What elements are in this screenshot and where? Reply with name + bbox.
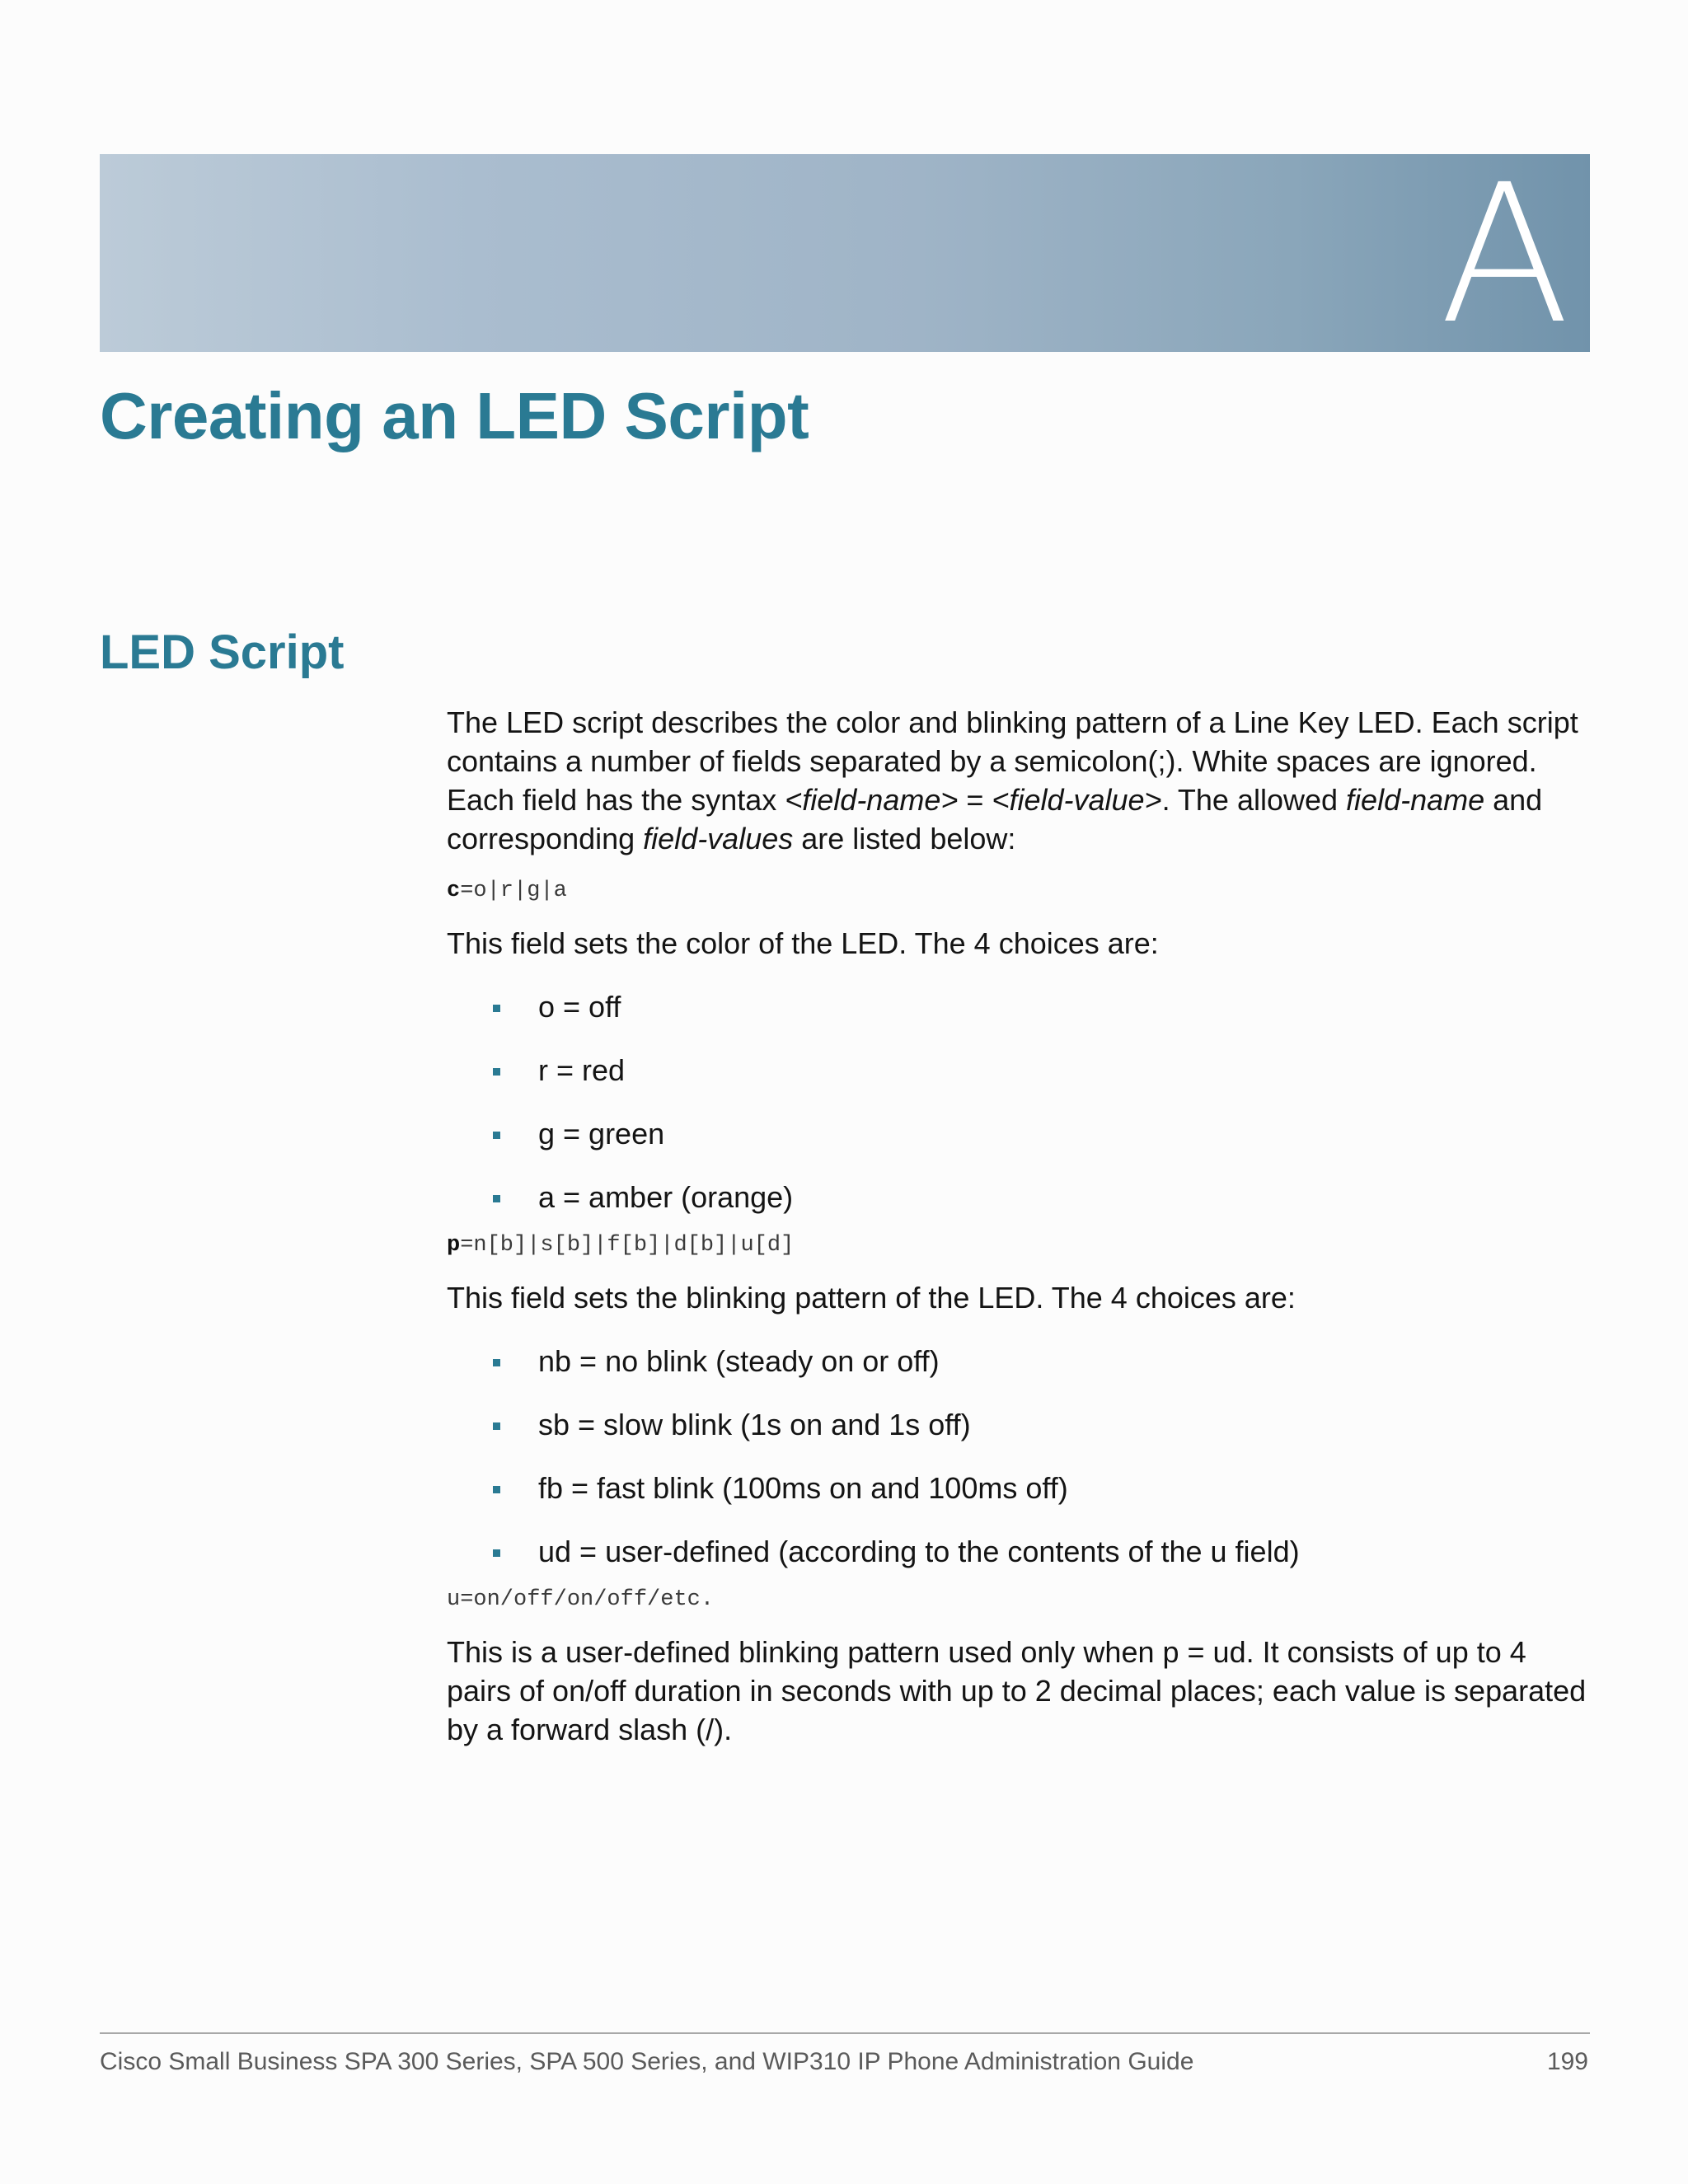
list-item-text: o = off (538, 990, 621, 1024)
list-item (447, 1342, 1592, 1405)
list-item-text: sb = slow blink (1s on and 1s off) (538, 1408, 971, 1441)
intro-text-3: and corresponding (447, 783, 1543, 855)
intro-text-4: are listed below: (793, 822, 1016, 855)
page-number: 199 (1546, 2048, 1588, 2075)
list-item (447, 1178, 1592, 1230)
color-desc-prefix: This field sets the (447, 926, 687, 960)
list-item (447, 1469, 1592, 1532)
list-item-text: a = amber (orange) (538, 1180, 794, 1214)
list-item-text: nb = no blink (steady on or off) (538, 1344, 940, 1378)
color-code-key: c (447, 879, 461, 903)
pattern-field-description (447, 1278, 1592, 1317)
list-item-text: g = green (538, 1117, 665, 1151)
color-field-code (447, 876, 1592, 906)
section-title: LED Script (100, 626, 345, 679)
list-item (447, 1532, 1592, 1585)
field-value-syntax: <field-value> (992, 783, 1162, 817)
intro-text-2: . The allowed (1161, 783, 1347, 817)
pattern-desc-suffix: of the LED. The 4 choices are: (887, 1281, 1296, 1315)
color-choices-list (447, 987, 1592, 1230)
list-item (447, 1051, 1592, 1114)
pattern-desc-prefix: This field sets the blinking (447, 1281, 795, 1315)
pattern-choices-list (447, 1342, 1592, 1585)
color-desc-keyword: color (686, 926, 751, 960)
bullet-square-icon (493, 1359, 500, 1366)
list-item-text: fb = fast blink (100ms on and 100ms off) (538, 1471, 1068, 1505)
syntax-equals: = (958, 783, 992, 817)
intro-paragraph (447, 703, 1592, 858)
pattern-code-key: p (447, 1233, 461, 1258)
bullet-square-icon (493, 1068, 500, 1076)
section-body (447, 703, 1592, 1749)
pattern-field-code (447, 1230, 1592, 1260)
chapter-title: Creating an LED Script (100, 379, 809, 452)
bullet-square-icon (493, 1422, 500, 1430)
list-item (447, 1405, 1592, 1469)
bullet-square-icon (493, 1549, 500, 1557)
intro-text: The LED script describes the color and blinking pattern of a Line Key LED. Each script contains a number of fields separated by a semicolon(;). White spaces are ignored. Each field has the syntax (447, 705, 1578, 817)
color-field-description (447, 924, 1592, 963)
list-item-text: ud = user-defined (according to the contents of the u field) (538, 1535, 1300, 1568)
list-item-text: r = red (538, 1053, 626, 1087)
bullet-square-icon (493, 1005, 500, 1012)
user-field-description: This is a user-defined blinking pattern used only when p = ud. It consists of up to 4 pairs of on/off duration in seconds with up to 2 decimal places; each value is separated by a forward slash (/). (447, 1635, 1587, 1746)
color-code-values: =o|r|g|a (460, 879, 567, 903)
color-desc-suffix: of the LED. The 4 choices are: (750, 926, 1159, 960)
appendix-letter: A (1439, 143, 1570, 366)
bullet-square-icon (493, 1195, 500, 1202)
field-name-term: field-name (1346, 783, 1485, 817)
list-item (447, 987, 1592, 1051)
footer-guide-title: Cisco Small Business SPA 300 Series, SPA 500 Series, and WIP310 IP Phone Administration Guide (100, 2048, 1194, 2075)
pattern-desc-keyword: pattern (795, 1281, 888, 1315)
bullet-square-icon (493, 1486, 500, 1493)
field-name-syntax: <field-name> (785, 783, 959, 817)
user-field-code: u=on/off/on/off/etc. (447, 1587, 715, 1612)
bullet-square-icon (493, 1132, 500, 1139)
pattern-code-values: =n[b]|s[b]|f[b]|d[b]|u[d] (460, 1233, 795, 1258)
field-values-term: field-values (643, 822, 794, 855)
footer-divider (100, 2032, 1590, 2034)
list-item (447, 1114, 1592, 1178)
chapter-banner (100, 143, 1590, 366)
